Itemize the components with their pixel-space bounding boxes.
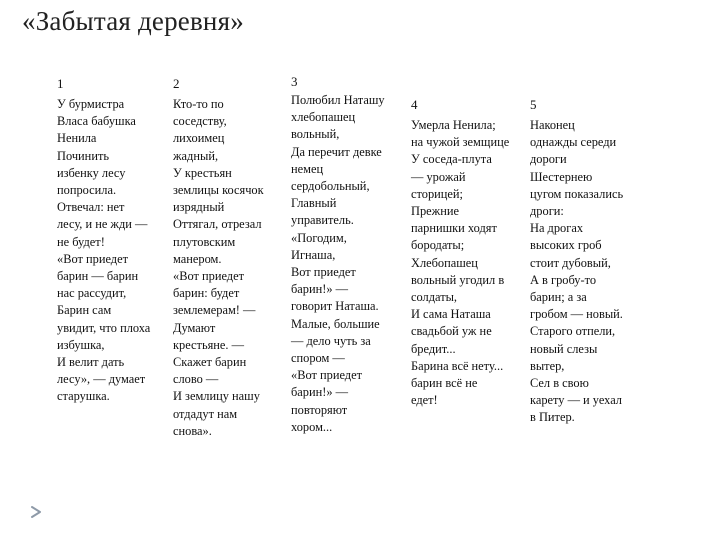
column-3-text: Полюбил Наташу хлебопашец вольный, Да перечит девке немец сердобольный, Главный управитель. «Погодим, Игнаша, Вот приедет барин!» — говорит Наташа. Малые, большие — дело чуть за спором — «Вот приедет барин!» — повторяют хором... xyxy=(291,93,385,434)
column-4-number: 4 xyxy=(411,97,418,112)
column-5-text: Наконец однажды середи дороги Шестернею цугом показались дроги: На дрогах высоких гроб стоит дубовый, А в гробу-то барин; а за гробом — новый. Старого отпели, новый слезы вытер, Сел в свою карету — и уехал в Питер. xyxy=(530,118,624,425)
column-5-number: 5 xyxy=(530,97,537,112)
column-2-text: Кто-то по соседству, лихоимец жадный, У крестьян землицы косячок изрядный Оттягал, отрезал плутовским манером. «Вот приедет барин: будет землемерам! — Думают крестьяне. — Скажет барин слово — И землицу нашу отдадут нам снова». xyxy=(173,97,264,438)
slide-title: «Забытая деревня» xyxy=(22,6,244,36)
column-2-number: 2 xyxy=(173,76,180,91)
column-1-text: У бурмистра Власа бабушка Ненила Починить избенку лесу попросила. Отвечал: нет лесу, и не жди — не будет! «Вот приедет барин — барин нас рассудит, Барин сам увидит, что плоха избушка, И велит дать лесу», — думает старушка. xyxy=(57,97,151,404)
column-4-text: Умерла Ненила; на чужой земщице У соседа-плута — урожай сторицей; Прежние парнишки ходят бородаты; Хлебопашец вольный угодил в солдаты, И сама Наташа свадьбой уж не бредит... Барина всё нету... барин всё не едет! xyxy=(411,118,510,408)
column-1-number: 1 xyxy=(57,76,64,91)
arrow-bullet-icon xyxy=(29,505,43,519)
column-3-number: 3 xyxy=(291,74,298,89)
